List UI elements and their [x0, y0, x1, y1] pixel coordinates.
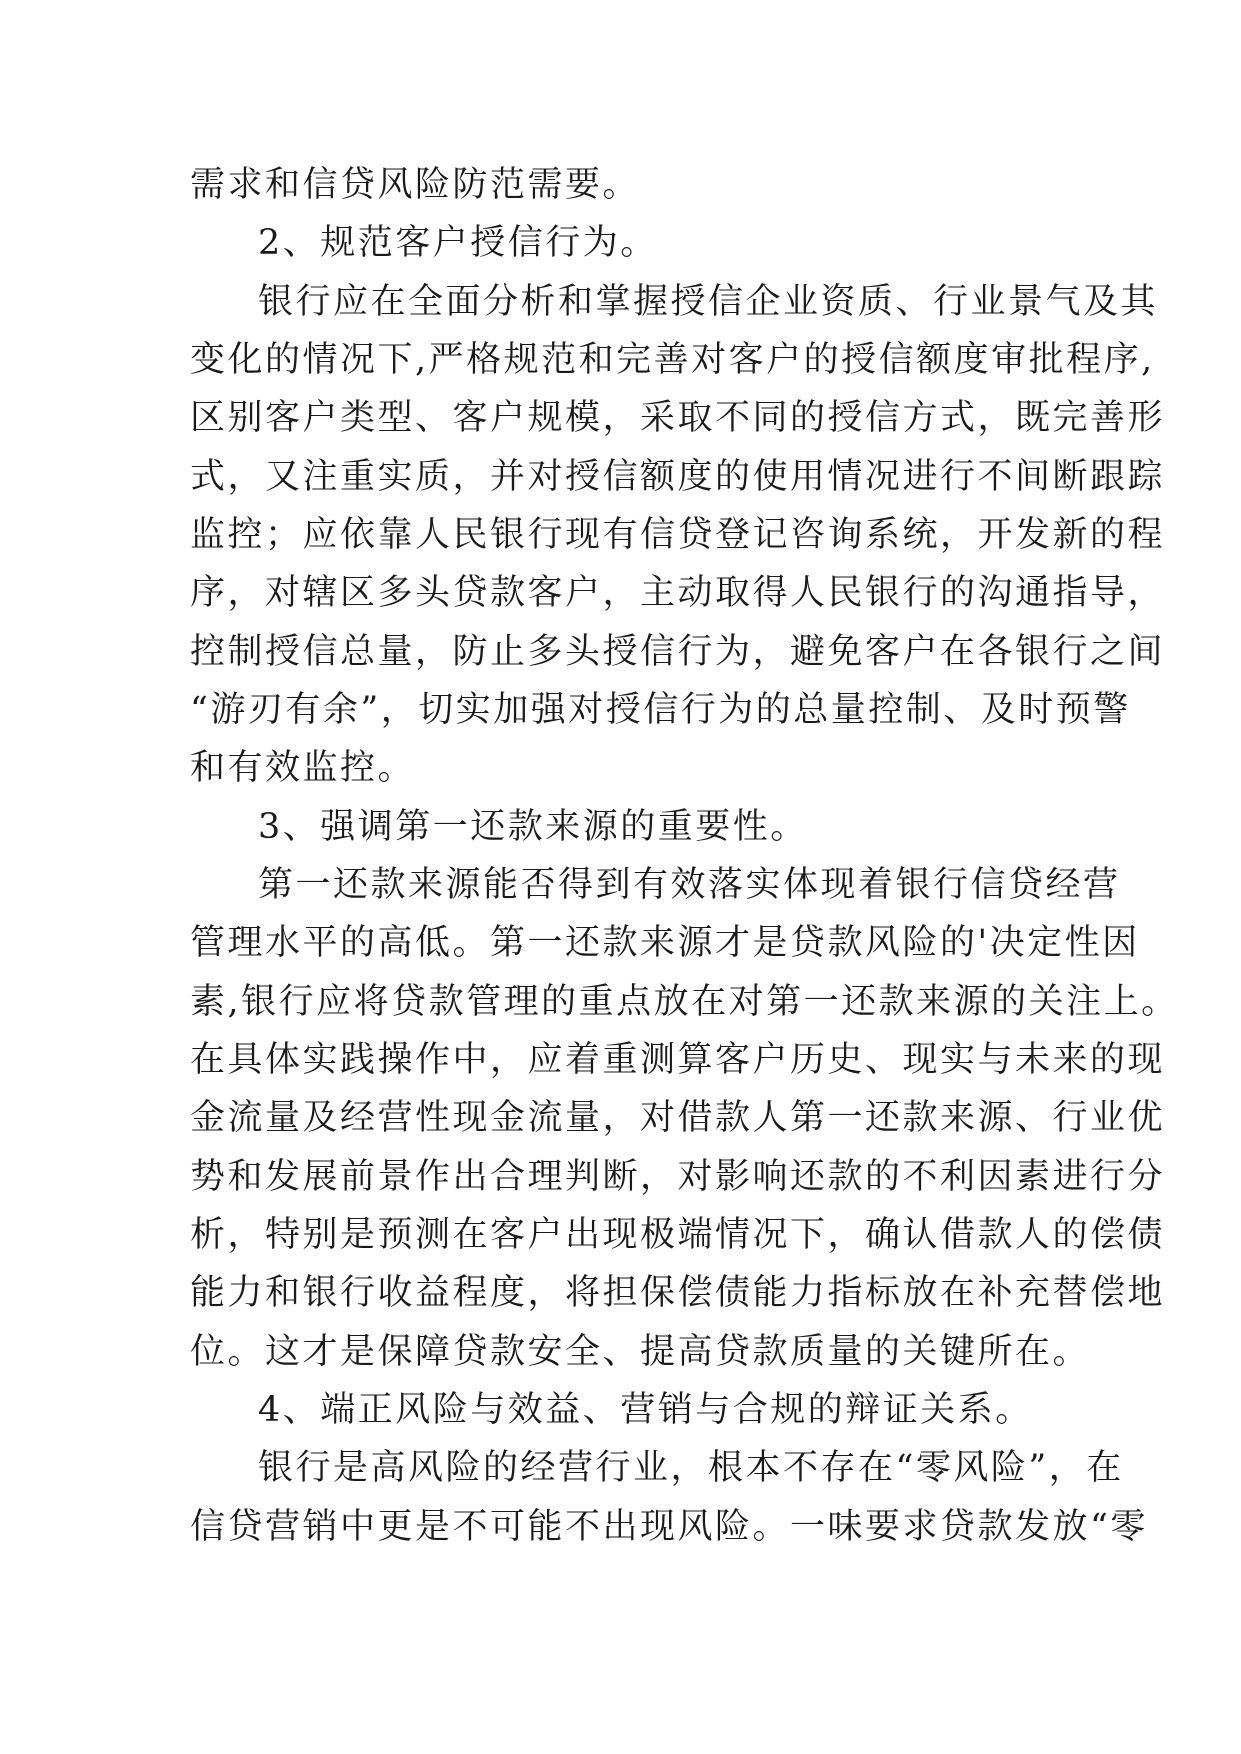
text-line: 需求和信贷风险防范需要。: [190, 165, 641, 205]
text-line: 在具体实践操作中，应着重测算客户历史、现实与未来的现: [190, 1040, 1166, 1080]
text-line: 能力和银行收益程度，将担保偿债能力指标放在补充替偿地: [190, 1273, 1166, 1313]
text-line: 监控；应依靠人民银行现有信贷登记咨询系统，开发新的程: [190, 515, 1166, 555]
text-line: 素,银行应将贷款管理的重点放在对第一还款来源的关注上。: [190, 982, 1179, 1022]
text-line: 银行应在全面分析和掌握授信企业资质、行业景气及其: [258, 282, 1159, 322]
text-line: 区别客户类型、客户规模，采取不同的授信方式，既完善形: [190, 398, 1166, 438]
heading-2: 2、规范客户授信行为。: [258, 223, 658, 263]
text-line: 变化的情况下,严格规范和完善对客户的授信额度审批程序,: [190, 340, 1155, 380]
text-line: 信贷营销中更是不可能不出现风险。一味要求贷款发放“零: [190, 1507, 1148, 1547]
heading-3: 3、强调第一还款来源的重要性。: [258, 807, 808, 847]
text-line: 管理水平的高低。第一还款来源才是贷款风险的'决定性因: [190, 923, 1140, 963]
text-line: 式，又注重实质，并对授信额度的使用情况进行不间断跟踪: [190, 457, 1166, 497]
text-line: 析，特别是预测在客户出现极端情况下，确认借款人的偿债: [190, 1215, 1166, 1255]
text-line: 和有效监控。: [190, 748, 416, 788]
text-line: 势和发展前景作出合理判断，对影响还款的不利因素进行分: [190, 1157, 1166, 1197]
text-line: 序，对辖区多头贷款客户，主动取得人民银行的沟通指导，: [190, 573, 1166, 613]
heading-4: 4、端正风险与效益、营销与合规的辩证关系。: [258, 1390, 1033, 1430]
text-line: 银行是高风险的经营行业，根本不存在“零风险”，在: [258, 1448, 1124, 1488]
text-line: 金流量及经营性现金流量，对借款人第一还款来源、行业优: [190, 1098, 1166, 1138]
text-line: 位。这才是保障贷款安全、提高贷款质量的关键所在。: [190, 1332, 1091, 1372]
text-line: 第一还款来源能否得到有效落实体现着银行信贷经营: [258, 865, 1121, 905]
text-line: “游刃有余”，切实加强对授信行为的总量控制、及时预警: [190, 690, 1131, 730]
text-line: 控制授信总量，防止多头授信行为，避免客户在各银行之间: [190, 632, 1166, 672]
